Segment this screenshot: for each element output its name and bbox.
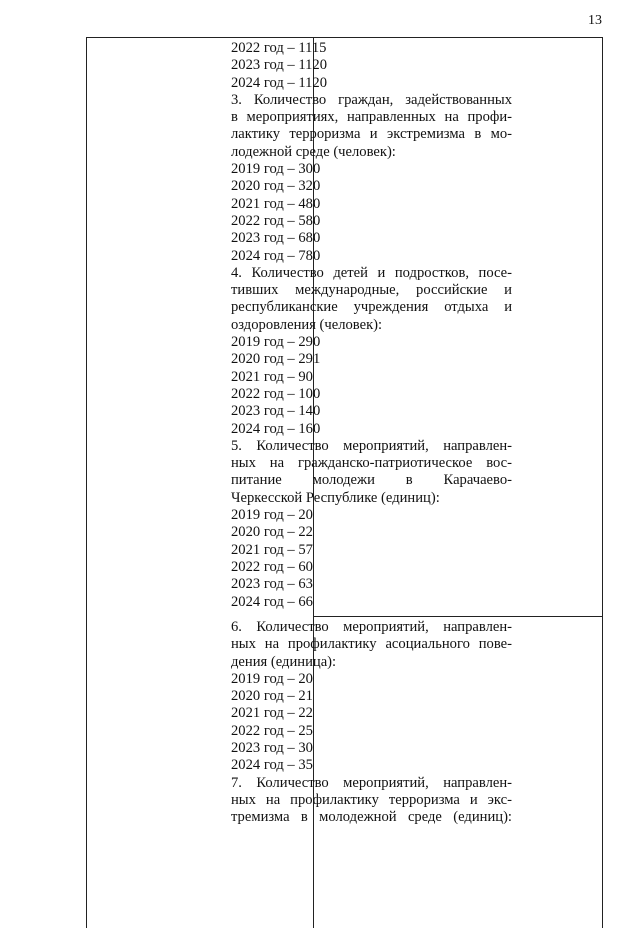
indicator-title: Черкесской Республике (единиц):	[231, 489, 440, 506]
year-value: 2024 год – 66	[231, 593, 313, 610]
year-value: 2019 год – 20	[231, 507, 313, 524]
indicator-title: 3. Количество граждан, задействованных	[231, 91, 512, 108]
year-value: 2020 год – 291	[231, 351, 321, 368]
indicator-title: 6. Количество мероприятий, направлен-	[231, 619, 512, 635]
year-value: 2022 год – 25	[231, 722, 313, 739]
year-value: 2020 год – 22	[231, 524, 313, 541]
year-value: 2024 год – 780	[231, 247, 321, 264]
year-value: 2023 год – 680	[231, 230, 321, 247]
year-value: 2023 год – 63	[231, 576, 313, 593]
indicator-title: оздоровления (человек):	[231, 316, 383, 333]
indicator-title: лодежной среде (человек):	[231, 143, 396, 160]
indicator-list-row-2	[231, 619, 512, 827]
indicator-title: лактику терроризма и экстремизма в мо-	[231, 126, 512, 143]
year-value: 2020 год – 21	[231, 688, 313, 705]
year-value: 2021 год – 57	[231, 541, 313, 558]
indicator-title: 7. Количество мероприятий, направлен-	[231, 774, 512, 791]
year-value: 2021 год – 480	[231, 195, 321, 212]
indicator-title: питание молодежи в Карачаево-	[231, 472, 512, 489]
year-value: 2024 год – 160	[231, 420, 321, 437]
year-value: 2022 год – 580	[231, 212, 321, 229]
indicator-title: ных на профилактику асоциального пове-	[231, 636, 512, 653]
year-value: 2024 год – 35	[231, 757, 313, 774]
year-value: 2021 год – 90	[231, 368, 313, 385]
indicator-title: республиканские учреждения отдыха и	[231, 299, 512, 316]
indicator-title: дения (единица):	[231, 653, 337, 670]
indicator-title: 4. Количество детей и подростков, посе-	[231, 264, 512, 281]
indicator-title: ных на гражданско-патриотическое вос-	[231, 455, 512, 472]
year-value: 2019 год – 290	[231, 334, 321, 351]
indicator-title: тремизма в молодежной среде (единиц):	[231, 809, 512, 826]
indicator-title: тивших международные, российские и	[231, 282, 512, 299]
year-value: 2023 год – 1120	[231, 57, 327, 74]
year-value: 2022 год – 1115	[231, 40, 327, 56]
year-value: 2019 год – 20	[231, 670, 313, 687]
year-value: 2020 год – 320	[231, 178, 321, 195]
year-value: 2024 год – 1120	[231, 74, 327, 91]
row-divider	[313, 616, 602, 617]
year-value: 2021 год – 22	[231, 705, 313, 722]
year-value: 2023 год – 30	[231, 740, 313, 757]
year-value: 2019 год – 300	[231, 161, 321, 178]
year-value: 2022 год – 100	[231, 385, 321, 402]
year-value: 2022 год – 60	[231, 558, 313, 575]
indicator-list-row-1	[231, 40, 512, 611]
page-number: 13	[588, 13, 602, 28]
indicator-title: в мероприятиях, направленных на профи-	[231, 109, 512, 126]
indicator-title: ных на профилактику терроризма и экс-	[231, 791, 512, 808]
year-value: 2023 год – 140	[231, 403, 321, 420]
indicator-title: 5. Количество мероприятий, направлен-	[231, 437, 512, 454]
